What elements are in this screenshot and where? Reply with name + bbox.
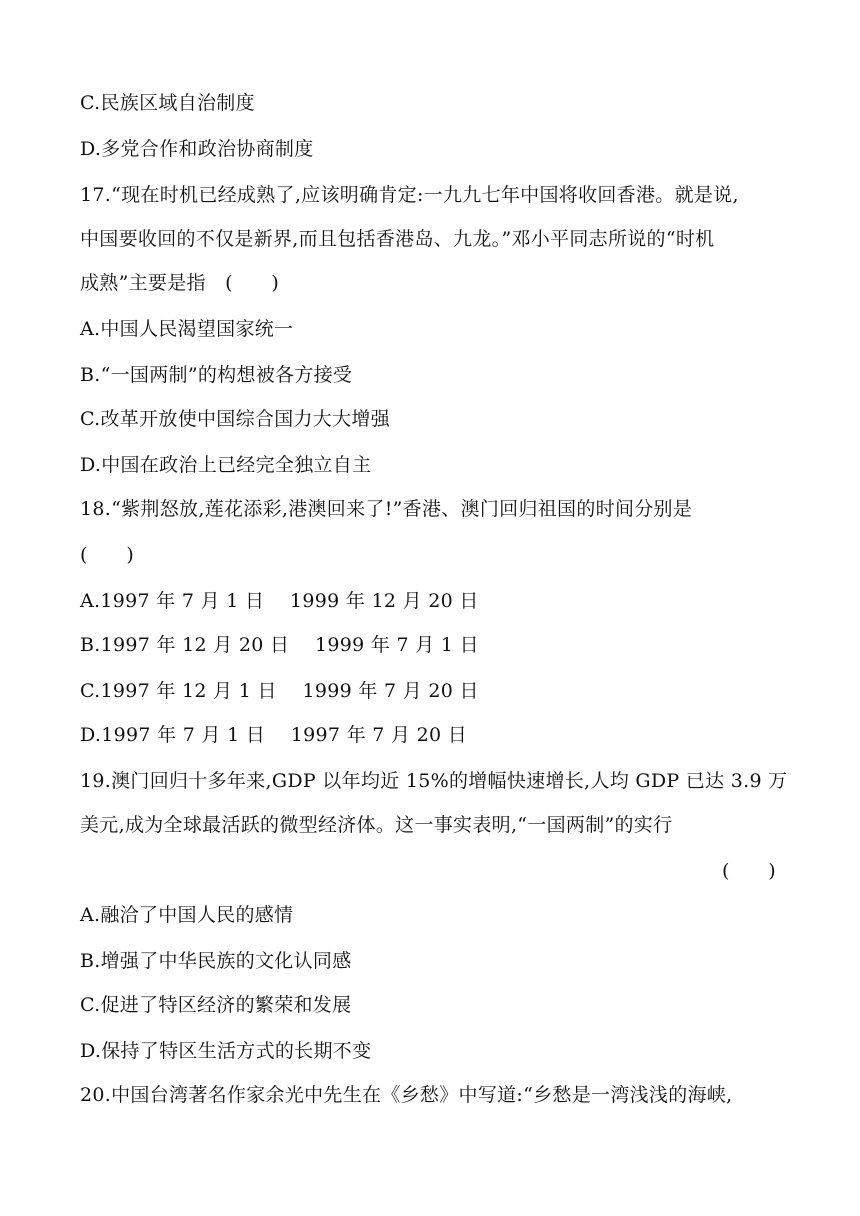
option-b-q19: B.增强了中华民族的文化认同感: [80, 950, 352, 972]
question-20-line-1: 20.中国台湾著名作家余光中先生在《乡愁》中写道:“乡愁是一湾浅浅的海峡,: [80, 1084, 733, 1106]
question-17-line-1: 17.“现在时机已经成熟了,应该明确肯定:一九九七年中国将收回香港。就是说,: [80, 184, 739, 206]
question-19-answer-bracket: ( ): [721, 860, 776, 882]
option-a-q18: A.1997 年 7 月 1 日 1999 年 12 月 20 日: [80, 590, 479, 612]
question-18-line-1: 18.“紫荆怒放,莲花添彩,港澳回来了!”香港、澳门回归祖国的时间分别是: [80, 498, 693, 520]
option-d-q19: D.保持了特区生活方式的长期不变: [80, 1040, 372, 1062]
option-c-q17: C.改革开放使中国综合国力大大增强: [80, 408, 391, 430]
option-d-q17: D.中国在政治上已经完全独立自主: [80, 454, 372, 476]
option-d-q18: D.1997 年 7 月 1 日 1997 年 7 月 20 日: [80, 724, 468, 746]
option-a-q19: A.融洽了中国人民的感情: [80, 904, 294, 926]
question-19-line-2: 美元,成为全球最活跃的微型经济体。这一事实表明,“一国两制”的实行: [80, 814, 673, 836]
question-17-line-3: 成熟”主要是指 ( ): [80, 272, 280, 294]
question-18-answer-bracket: ( ): [80, 544, 135, 566]
option-a-q17: A.中国人民渴望国家统一: [80, 318, 294, 340]
option-b-q17: B.“一国两制”的构想被各方接受: [80, 364, 353, 386]
option-d-q16: D.多党合作和政治协商制度: [80, 138, 314, 160]
option-c-q16: C.民族区域自治制度: [80, 92, 255, 114]
option-c-q18: C.1997 年 12 月 1 日 1999 年 7 月 20 日: [80, 680, 479, 702]
question-17-line-2: 中国要收回的不仅是新界,而且包括香港岛、九龙。”邓小平同志所说的“时机: [80, 228, 715, 250]
question-19-line-1: 19.澳门回归十多年来,GDP 以年均近 15%的增幅快速增长,人均 GDP 已达 3.9 万: [80, 770, 788, 792]
option-b-q18: B.1997 年 12 月 20 日 1999 年 7 月 1 日: [80, 634, 479, 656]
option-c-q19: C.促进了特区经济的繁荣和发展: [80, 994, 352, 1016]
